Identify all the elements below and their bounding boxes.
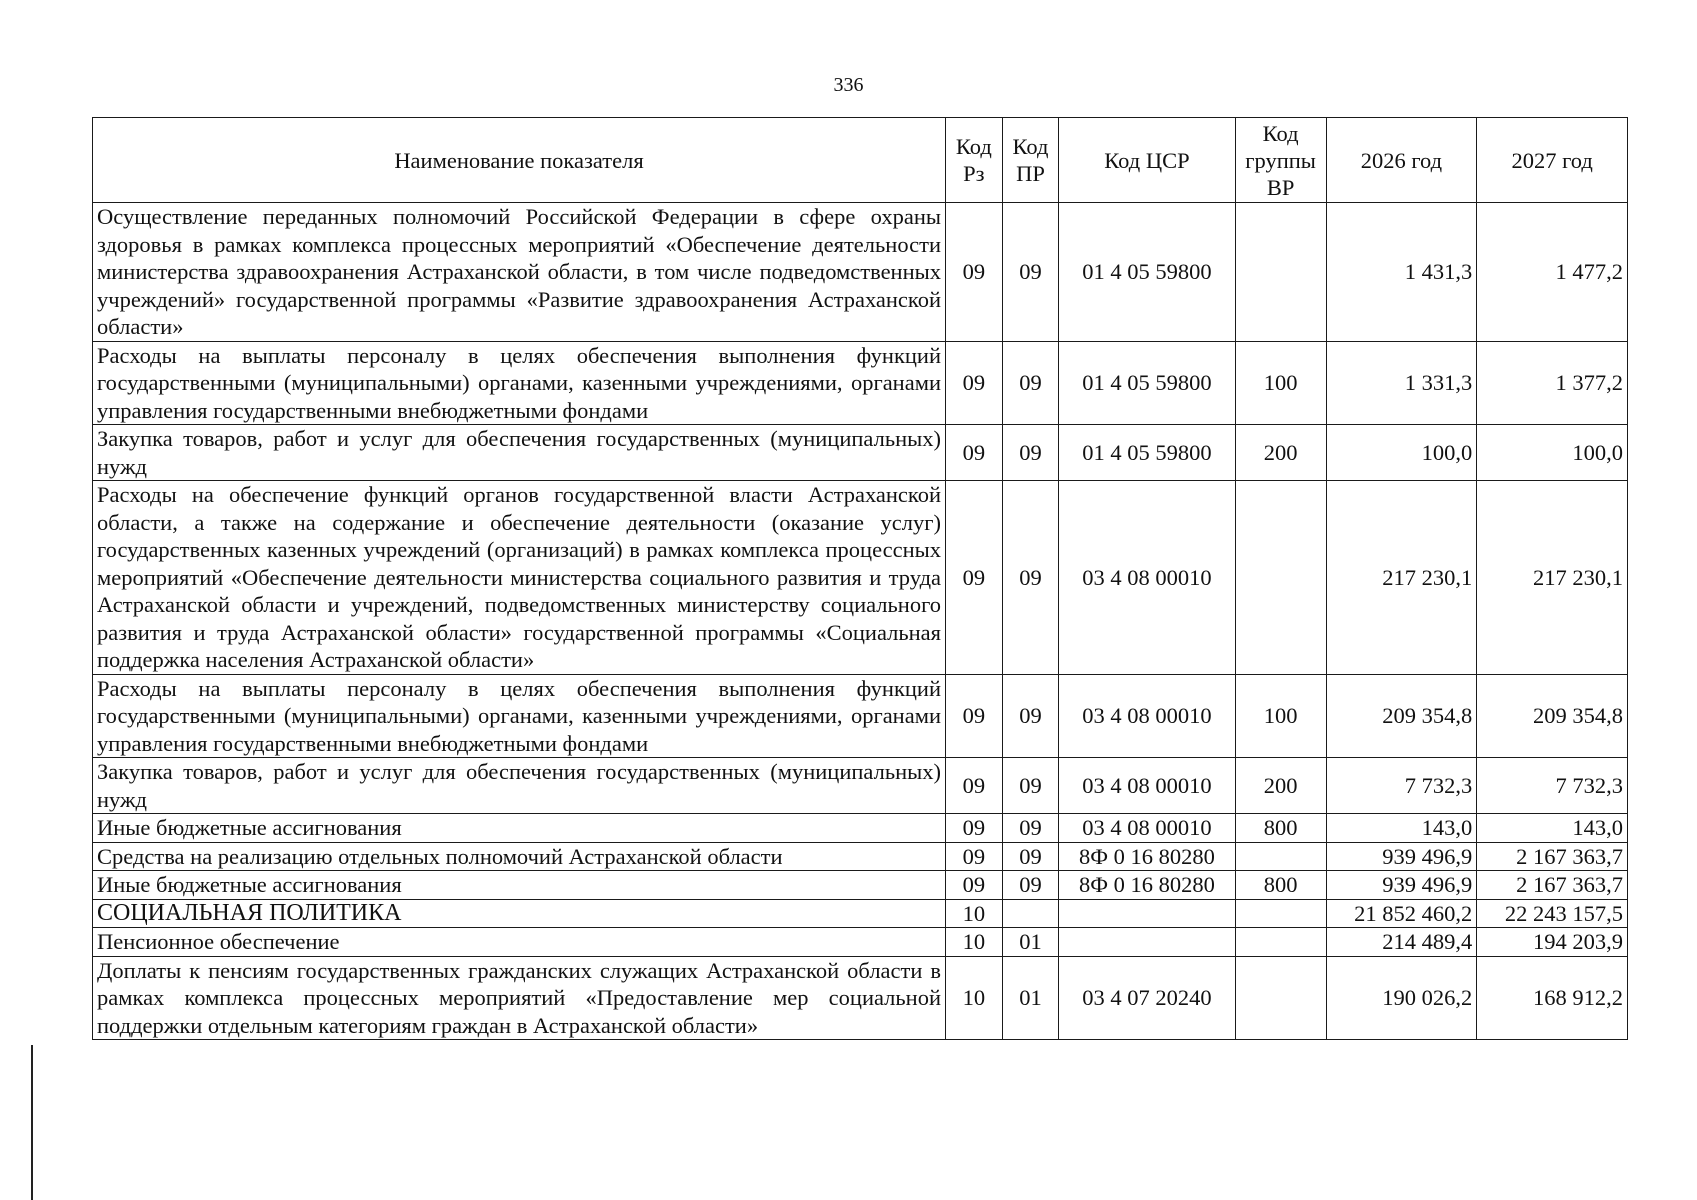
cell-csr <box>1059 928 1235 957</box>
cell-2027: 217 230,1 <box>1477 481 1628 675</box>
cell-vr: 100 <box>1235 674 1326 758</box>
budget-table <box>92 117 1628 1040</box>
cell-vr <box>1235 899 1326 928</box>
cell-2027: 194 203,9 <box>1477 928 1628 957</box>
cell-csr: 03 4 08 00010 <box>1059 758 1235 814</box>
cell-rz: 10 <box>946 956 1003 1040</box>
cell-2026: 1 431,3 <box>1326 203 1477 342</box>
cell-vr <box>1235 481 1326 675</box>
cell-2026: 217 230,1 <box>1326 481 1477 675</box>
cell-vr: 100 <box>1235 341 1326 425</box>
cell-pr: 09 <box>1002 203 1059 342</box>
cell-pr: 09 <box>1002 674 1059 758</box>
cell-2027: 2 167 363,7 <box>1477 871 1628 900</box>
cell-name: Закупка товаров, работ и услуг для обеспечения государственных (муниципальных) нужд <box>93 758 946 814</box>
cell-name: Средства на реализацию отдельных полномочий Астраханской области <box>93 842 946 871</box>
cell-name: Расходы на выплаты персоналу в целях обеспечения выполнения функций государственными (муниципальными) органами, казенными учреждениями, органами управления государственными внебюджетными фондами <box>93 674 946 758</box>
cell-2026: 7 732,3 <box>1326 758 1477 814</box>
table-row <box>93 871 1628 900</box>
table-row <box>93 956 1628 1040</box>
table-row <box>93 674 1628 758</box>
cell-csr: 01 4 05 59800 <box>1059 203 1235 342</box>
cell-2027: 22 243 157,5 <box>1477 899 1628 928</box>
cell-2027: 168 912,2 <box>1477 956 1628 1040</box>
cell-vr <box>1235 203 1326 342</box>
cell-name: Осуществление переданных полномочий Российской Федерации в сфере охраны здоровья в рамках комплекса процессных мероприятий «Обеспечение деятельности министерства здравоохранения Астраханской области, в том числе подведомственных учреждений» государственной программы «Развитие здравоохранения Астраханской области» <box>93 203 946 342</box>
cell-2026: 939 496,9 <box>1326 842 1477 871</box>
table-row <box>93 814 1628 843</box>
cell-pr: 09 <box>1002 842 1059 871</box>
cell-csr: 03 4 08 00010 <box>1059 674 1235 758</box>
cell-pr: 09 <box>1002 871 1059 900</box>
cell-csr: 8Ф 0 16 80280 <box>1059 842 1235 871</box>
cell-name: Иные бюджетные ассигнования <box>93 814 946 843</box>
cell-2027: 100,0 <box>1477 425 1628 481</box>
margin-line <box>31 1045 33 1200</box>
cell-pr: 09 <box>1002 425 1059 481</box>
cell-pr: 09 <box>1002 341 1059 425</box>
header-vr: Код группы ВР <box>1235 118 1326 203</box>
cell-csr: 01 4 05 59800 <box>1059 425 1235 481</box>
table-row-section <box>93 899 1628 928</box>
cell-vr: 800 <box>1235 814 1326 843</box>
cell-pr: 09 <box>1002 814 1059 843</box>
table-row <box>93 341 1628 425</box>
cell-2027: 7 732,3 <box>1477 758 1628 814</box>
cell-pr: 09 <box>1002 481 1059 675</box>
cell-rz: 09 <box>946 674 1003 758</box>
cell-csr: 01 4 05 59800 <box>1059 341 1235 425</box>
cell-rz: 09 <box>946 871 1003 900</box>
header-csr: Код ЦСР <box>1059 118 1235 203</box>
page-number: 336 <box>833 74 864 96</box>
cell-rz: 09 <box>946 758 1003 814</box>
cell-2026: 143,0 <box>1326 814 1477 843</box>
cell-vr <box>1235 842 1326 871</box>
cell-csr <box>1059 899 1235 928</box>
cell-rz: 09 <box>946 425 1003 481</box>
cell-csr: 03 4 08 00010 <box>1059 481 1235 675</box>
cell-2026: 939 496,9 <box>1326 871 1477 900</box>
cell-2027: 143,0 <box>1477 814 1628 843</box>
cell-rz: 09 <box>946 203 1003 342</box>
cell-name: СОЦИАЛЬНАЯ ПОЛИТИКА <box>93 899 946 928</box>
cell-name: Пенсионное обеспечение <box>93 928 946 957</box>
cell-pr <box>1002 899 1059 928</box>
cell-pr: 01 <box>1002 956 1059 1040</box>
cell-pr: 01 <box>1002 928 1059 957</box>
cell-name: Закупка товаров, работ и услуг для обеспечения государственных (муниципальных) нужд <box>93 425 946 481</box>
cell-2027: 2 167 363,7 <box>1477 842 1628 871</box>
cell-2026: 209 354,8 <box>1326 674 1477 758</box>
cell-2027: 209 354,8 <box>1477 674 1628 758</box>
cell-2026: 21 852 460,2 <box>1326 899 1477 928</box>
cell-vr: 200 <box>1235 758 1326 814</box>
header-rz: Код Рз <box>946 118 1003 203</box>
cell-name: Иные бюджетные ассигнования <box>93 871 946 900</box>
cell-vr: 800 <box>1235 871 1326 900</box>
header-2027: 2027 год <box>1477 118 1628 203</box>
table-row <box>93 481 1628 675</box>
cell-rz: 09 <box>946 341 1003 425</box>
cell-rz: 09 <box>946 814 1003 843</box>
cell-2026: 100,0 <box>1326 425 1477 481</box>
cell-2027: 1 377,2 <box>1477 341 1628 425</box>
cell-rz: 10 <box>946 899 1003 928</box>
header-name: Наименование показателя <box>93 118 946 203</box>
cell-rz: 09 <box>946 842 1003 871</box>
table-row <box>93 758 1628 814</box>
header-pr: Код ПР <box>1002 118 1059 203</box>
cell-vr <box>1235 928 1326 957</box>
cell-name: Расходы на обеспечение функций органов государственной власти Астраханской области, а также на содержание и обеспечение деятельности (оказание услуг) государственных казенных учреждений (организаций) в рамках комплекса процессных мероприятий «Обеспечение деятельности министерства социального развития и труда Астраханской области и учреждений, подведомственных министерству социального развития и труда Астраханской области» государственной программы «Социальная поддержка населения Астраханской области» <box>93 481 946 675</box>
table-row <box>93 842 1628 871</box>
cell-rz: 10 <box>946 928 1003 957</box>
cell-csr: 8Ф 0 16 80280 <box>1059 871 1235 900</box>
cell-2026: 190 026,2 <box>1326 956 1477 1040</box>
cell-csr: 03 4 08 00010 <box>1059 814 1235 843</box>
cell-name: Расходы на выплаты персоналу в целях обеспечения выполнения функций государственными (муниципальными) органами, казенными учреждениями, органами управления государственными внебюджетными фондами <box>93 341 946 425</box>
cell-csr: 03 4 07 20240 <box>1059 956 1235 1040</box>
table-row <box>93 425 1628 481</box>
cell-2026: 214 489,4 <box>1326 928 1477 957</box>
cell-vr: 200 <box>1235 425 1326 481</box>
cell-name: Доплаты к пенсиям государственных гражданских служащих Астраханской области в рамках комплекса процессных мероприятий «Предоставление мер социальной поддержки отдельным категориям граждан в Астраханской области» <box>93 956 946 1040</box>
table-header-row <box>93 118 1628 203</box>
cell-2026: 1 331,3 <box>1326 341 1477 425</box>
cell-2027: 1 477,2 <box>1477 203 1628 342</box>
cell-vr <box>1235 956 1326 1040</box>
header-2026: 2026 год <box>1326 118 1477 203</box>
table-row <box>93 203 1628 342</box>
table-row <box>93 928 1628 957</box>
cell-rz: 09 <box>946 481 1003 675</box>
cell-pr: 09 <box>1002 758 1059 814</box>
